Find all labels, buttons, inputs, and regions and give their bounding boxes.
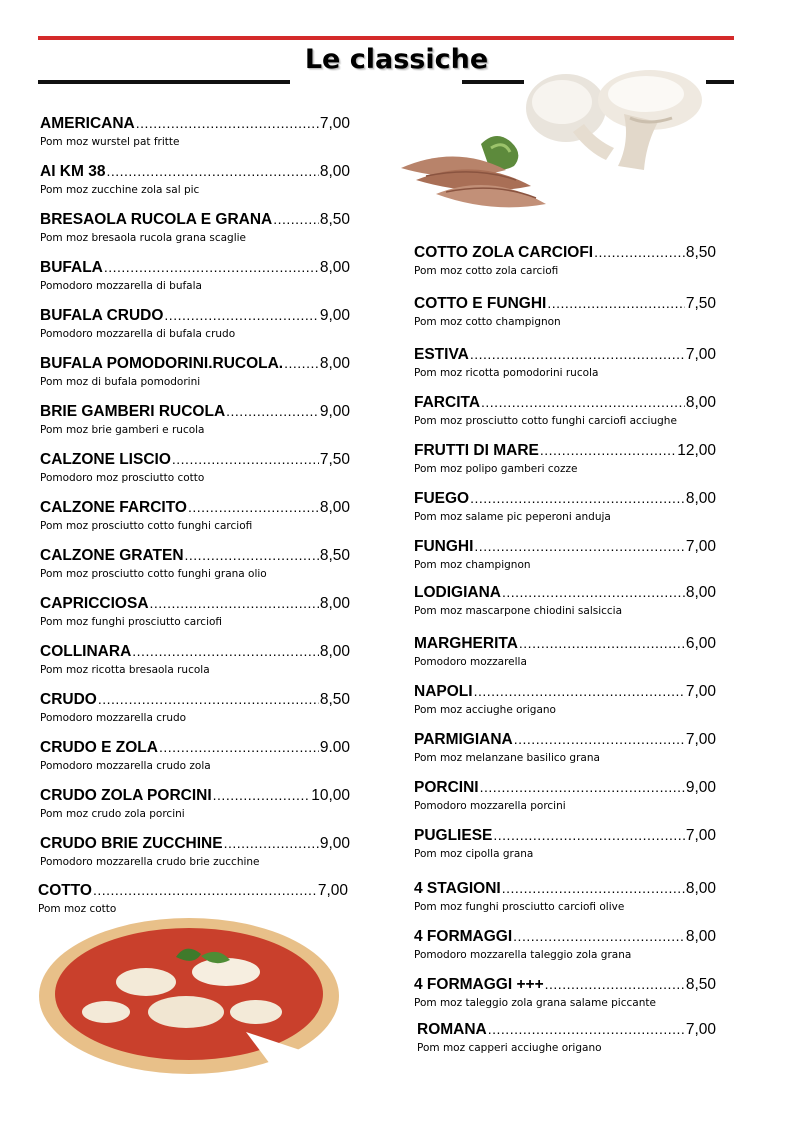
item-price: 7,50 bbox=[685, 295, 716, 312]
item-name: LODIGIANA bbox=[414, 584, 501, 601]
menu-item bbox=[414, 827, 716, 860]
item-description: Pom moz prosciutto cotto funghi carciofi bbox=[40, 520, 253, 532]
item-dots bbox=[493, 827, 684, 843]
item-description: Pom moz cipolla grana bbox=[414, 848, 534, 860]
item-description: Pom moz crudo zola porcini bbox=[40, 808, 185, 820]
menu-item bbox=[414, 490, 716, 523]
item-name: COLLINARA bbox=[40, 643, 132, 660]
item-dots bbox=[150, 595, 319, 611]
item-price: 8,00 bbox=[685, 490, 716, 507]
item-name: 4 FORMAGGI +++ bbox=[414, 976, 544, 993]
item-description: Pomodoro mozzarella crudo zola bbox=[40, 760, 211, 772]
item-price: 8,00 bbox=[685, 880, 716, 897]
item-dots bbox=[164, 307, 318, 323]
item-description: Pom moz ricotta pomodorini rucola bbox=[414, 367, 599, 379]
item-price: 7,50 bbox=[319, 451, 350, 468]
item-price: 8,00 bbox=[319, 355, 350, 372]
item-name: COTTO E FUNGHI bbox=[414, 295, 547, 312]
menu-item bbox=[40, 739, 350, 772]
item-price: 7,00 bbox=[319, 115, 350, 132]
title-rule-right-end bbox=[706, 80, 734, 84]
item-description: Pom moz funghi prosciutto carciofi olive bbox=[414, 901, 625, 913]
item-name: CALZONE GRATEN bbox=[40, 547, 184, 564]
item-name: NAPOLI bbox=[414, 683, 473, 700]
menu-item bbox=[38, 882, 348, 915]
title-rule-right bbox=[462, 80, 524, 84]
item-name: CRUDO BRIE ZUCCHINE bbox=[40, 835, 223, 852]
item-name: FUEGO bbox=[414, 490, 470, 507]
menu-item bbox=[417, 1021, 716, 1054]
item-name: AI KM 38 bbox=[40, 163, 106, 180]
item-price: 8,50 bbox=[319, 691, 350, 708]
item-description: Pomodoro mozzarella crudo bbox=[40, 712, 187, 724]
item-dots bbox=[470, 490, 685, 506]
item-dots bbox=[159, 739, 319, 755]
menu-item bbox=[40, 499, 350, 532]
menu-item bbox=[40, 355, 350, 388]
item-dots bbox=[226, 403, 319, 419]
top-red-rule bbox=[38, 36, 734, 40]
item-dots bbox=[502, 880, 685, 896]
item-price: 9,00 bbox=[319, 307, 350, 324]
item-name: CALZONE FARCITO bbox=[40, 499, 187, 516]
item-price: 8,50 bbox=[685, 244, 716, 261]
item-name: ESTIVA bbox=[414, 346, 469, 363]
menu-item bbox=[414, 394, 716, 427]
item-description: Pom moz mascarpone chiodini salsiccia bbox=[414, 605, 623, 617]
item-description: Pom moz brie gamberi e rucola bbox=[40, 424, 205, 436]
item-price: 8,50 bbox=[319, 211, 350, 228]
item-name: CALZONE LISCIO bbox=[40, 451, 171, 468]
item-name: CAPRICCIOSA bbox=[40, 595, 149, 612]
item-dots bbox=[502, 584, 685, 600]
item-description: Pomodoro mozzarella di bufala crudo bbox=[40, 328, 236, 340]
item-price: 8,00 bbox=[685, 928, 716, 945]
item-dots bbox=[106, 163, 318, 179]
item-price: 7,00 bbox=[685, 731, 716, 748]
menu-item bbox=[40, 547, 350, 580]
item-dots bbox=[488, 1021, 685, 1037]
menu-item bbox=[40, 259, 350, 292]
menu-item bbox=[40, 115, 350, 148]
menu-item bbox=[40, 163, 350, 196]
item-price: 9,00 bbox=[319, 403, 350, 420]
item-dots bbox=[93, 882, 317, 898]
item-price: 9,00 bbox=[685, 779, 716, 796]
menu-item bbox=[414, 635, 716, 668]
item-name: PUGLIESE bbox=[414, 827, 493, 844]
item-description: Pom moz prosciutto cotto funghi grana olio bbox=[40, 568, 267, 580]
item-description: Pomodoro moz prosciutto cotto bbox=[40, 472, 205, 484]
item-dots bbox=[273, 211, 319, 227]
item-name: BRIE GAMBERI RUCOLA bbox=[40, 403, 226, 420]
anchovies-image bbox=[396, 124, 571, 224]
item-price: 8,00 bbox=[319, 643, 350, 660]
menu-item bbox=[414, 584, 716, 617]
item-name: MARGHERITA bbox=[414, 635, 518, 652]
menu-item bbox=[414, 244, 716, 277]
item-description: Pom moz champignon bbox=[414, 559, 531, 571]
menu-item bbox=[414, 295, 716, 328]
item-description: Pom moz cotto bbox=[38, 903, 117, 915]
item-price: 7,00 bbox=[685, 827, 716, 844]
item-description: Pom moz prosciutto cotto funghi carciofi acciughe bbox=[414, 415, 677, 427]
item-name: FUNGHI bbox=[414, 538, 474, 555]
item-dots bbox=[188, 499, 319, 515]
menu-item bbox=[414, 538, 716, 571]
item-price: 8,00 bbox=[319, 595, 350, 612]
menu-item bbox=[40, 835, 350, 868]
item-price: 8,00 bbox=[319, 163, 350, 180]
item-dots bbox=[172, 451, 319, 467]
item-description: Pomodoro mozzarella di bufala bbox=[40, 280, 202, 292]
item-dots bbox=[547, 295, 685, 311]
item-description: Pom moz ricotta bresaola rucola bbox=[40, 664, 210, 676]
item-dots bbox=[470, 346, 685, 362]
menu-item bbox=[414, 442, 716, 475]
item-description: Pom moz polipo gamberi cozze bbox=[414, 463, 578, 475]
menu-item bbox=[40, 643, 350, 676]
item-price: 7,00 bbox=[685, 683, 716, 700]
item-name: 4 STAGIONI bbox=[414, 880, 501, 897]
item-description: Pom moz acciughe origano bbox=[414, 704, 556, 716]
menu-item bbox=[40, 403, 350, 436]
item-price: 10,00 bbox=[311, 787, 350, 804]
item-description: Pomodoro mozzarella taleggio zola grana bbox=[414, 949, 632, 961]
item-dots bbox=[474, 538, 684, 554]
item-description: Pom moz zucchine zola sal pic bbox=[40, 184, 200, 196]
menu-item bbox=[414, 683, 716, 716]
item-description: Pomodoro mozzarella bbox=[414, 656, 527, 668]
item-name: PARMIGIANA bbox=[414, 731, 513, 748]
item-dots bbox=[594, 244, 685, 260]
item-description: Pom moz taleggio zola grana salame piccante bbox=[414, 997, 656, 1009]
item-name: CRUDO bbox=[40, 691, 97, 708]
item-name: CRUDO ZOLA PORCINI bbox=[40, 787, 212, 804]
item-dots bbox=[514, 731, 685, 747]
item-name: COTTO bbox=[38, 882, 92, 899]
menu-item bbox=[40, 211, 350, 244]
item-name: AMERICANA bbox=[40, 115, 135, 132]
item-dots bbox=[98, 691, 319, 707]
menu-item bbox=[414, 928, 716, 961]
item-price: 8,00 bbox=[319, 259, 350, 276]
item-name: BUFALA bbox=[40, 259, 103, 276]
item-description: Pomodoro mozzarella crudo brie zucchine bbox=[40, 856, 260, 868]
page-title: Le classiche bbox=[304, 44, 489, 75]
item-price: 12,00 bbox=[677, 442, 716, 459]
item-description: Pom moz melanzane basilico grana bbox=[414, 752, 600, 764]
item-name: PORCINI bbox=[414, 779, 479, 796]
item-description: Pom moz funghi prosciutto carciofi bbox=[40, 616, 223, 628]
title-rule-left bbox=[38, 80, 290, 84]
item-dots bbox=[136, 115, 319, 131]
item-description: Pom moz cotto zola carciofi bbox=[414, 265, 559, 277]
item-name: 4 FORMAGGI bbox=[414, 928, 513, 945]
item-price: 8,00 bbox=[685, 584, 716, 601]
item-name: BUFALA POMODORINI.RUCOLA. bbox=[40, 355, 284, 372]
item-dots bbox=[480, 779, 685, 795]
item-description: Pom moz di bufala pomodorini bbox=[40, 376, 201, 388]
menu-item bbox=[414, 976, 716, 1009]
item-description: Pom moz capperi acciughe origano bbox=[417, 1042, 602, 1054]
menu-item bbox=[40, 451, 350, 484]
menu-item bbox=[414, 731, 716, 764]
item-dots bbox=[185, 547, 319, 563]
pizza-image bbox=[36, 912, 342, 1077]
menu-item bbox=[414, 346, 716, 379]
item-dots bbox=[132, 643, 319, 659]
item-name: BRESAOLA RUCOLA E GRANA bbox=[40, 211, 273, 228]
menu-item bbox=[40, 307, 350, 340]
item-price: 7,00 bbox=[685, 1021, 716, 1038]
menu-item bbox=[40, 691, 350, 724]
item-price: 6,00 bbox=[685, 635, 716, 652]
item-price: 8,50 bbox=[685, 976, 716, 993]
item-name: FARCITA bbox=[414, 394, 481, 411]
menu-item bbox=[40, 787, 350, 820]
item-name: ROMANA bbox=[417, 1021, 487, 1038]
item-description: Pom moz salame pic peperoni anduja bbox=[414, 511, 611, 523]
item-dots bbox=[224, 835, 319, 851]
item-price: 9,00 bbox=[319, 835, 350, 852]
item-dots bbox=[540, 442, 676, 458]
item-price: 7,00 bbox=[317, 882, 348, 899]
item-description: Pom moz cotto champignon bbox=[414, 316, 561, 328]
item-dots bbox=[481, 394, 685, 410]
item-name: FRUTTI DI MARE bbox=[414, 442, 539, 459]
item-description: Pom moz wurstel pat fritte bbox=[40, 136, 180, 148]
item-dots bbox=[474, 683, 685, 699]
item-description: Pomodoro mozzarella porcini bbox=[414, 800, 566, 812]
item-dots bbox=[284, 355, 319, 371]
item-dots bbox=[104, 259, 319, 275]
menu-item bbox=[414, 880, 716, 913]
item-price: 8,00 bbox=[319, 499, 350, 516]
item-dots bbox=[519, 635, 685, 651]
item-price: 9.00 bbox=[319, 739, 350, 756]
item-name: COTTO ZOLA CARCIOFI bbox=[414, 244, 594, 261]
item-dots bbox=[213, 787, 311, 803]
item-dots bbox=[545, 976, 685, 992]
item-dots bbox=[513, 928, 685, 944]
item-price: 8,00 bbox=[685, 394, 716, 411]
menu-item bbox=[40, 595, 350, 628]
item-name: BUFALA CRUDO bbox=[40, 307, 164, 324]
item-price: 8,50 bbox=[319, 547, 350, 564]
item-price: 7,00 bbox=[685, 346, 716, 363]
item-price: 7,00 bbox=[685, 538, 716, 555]
menu-item bbox=[414, 779, 716, 812]
item-name: CRUDO E ZOLA bbox=[40, 739, 158, 756]
item-description: Pom moz bresaola rucola grana scaglie bbox=[40, 232, 247, 244]
